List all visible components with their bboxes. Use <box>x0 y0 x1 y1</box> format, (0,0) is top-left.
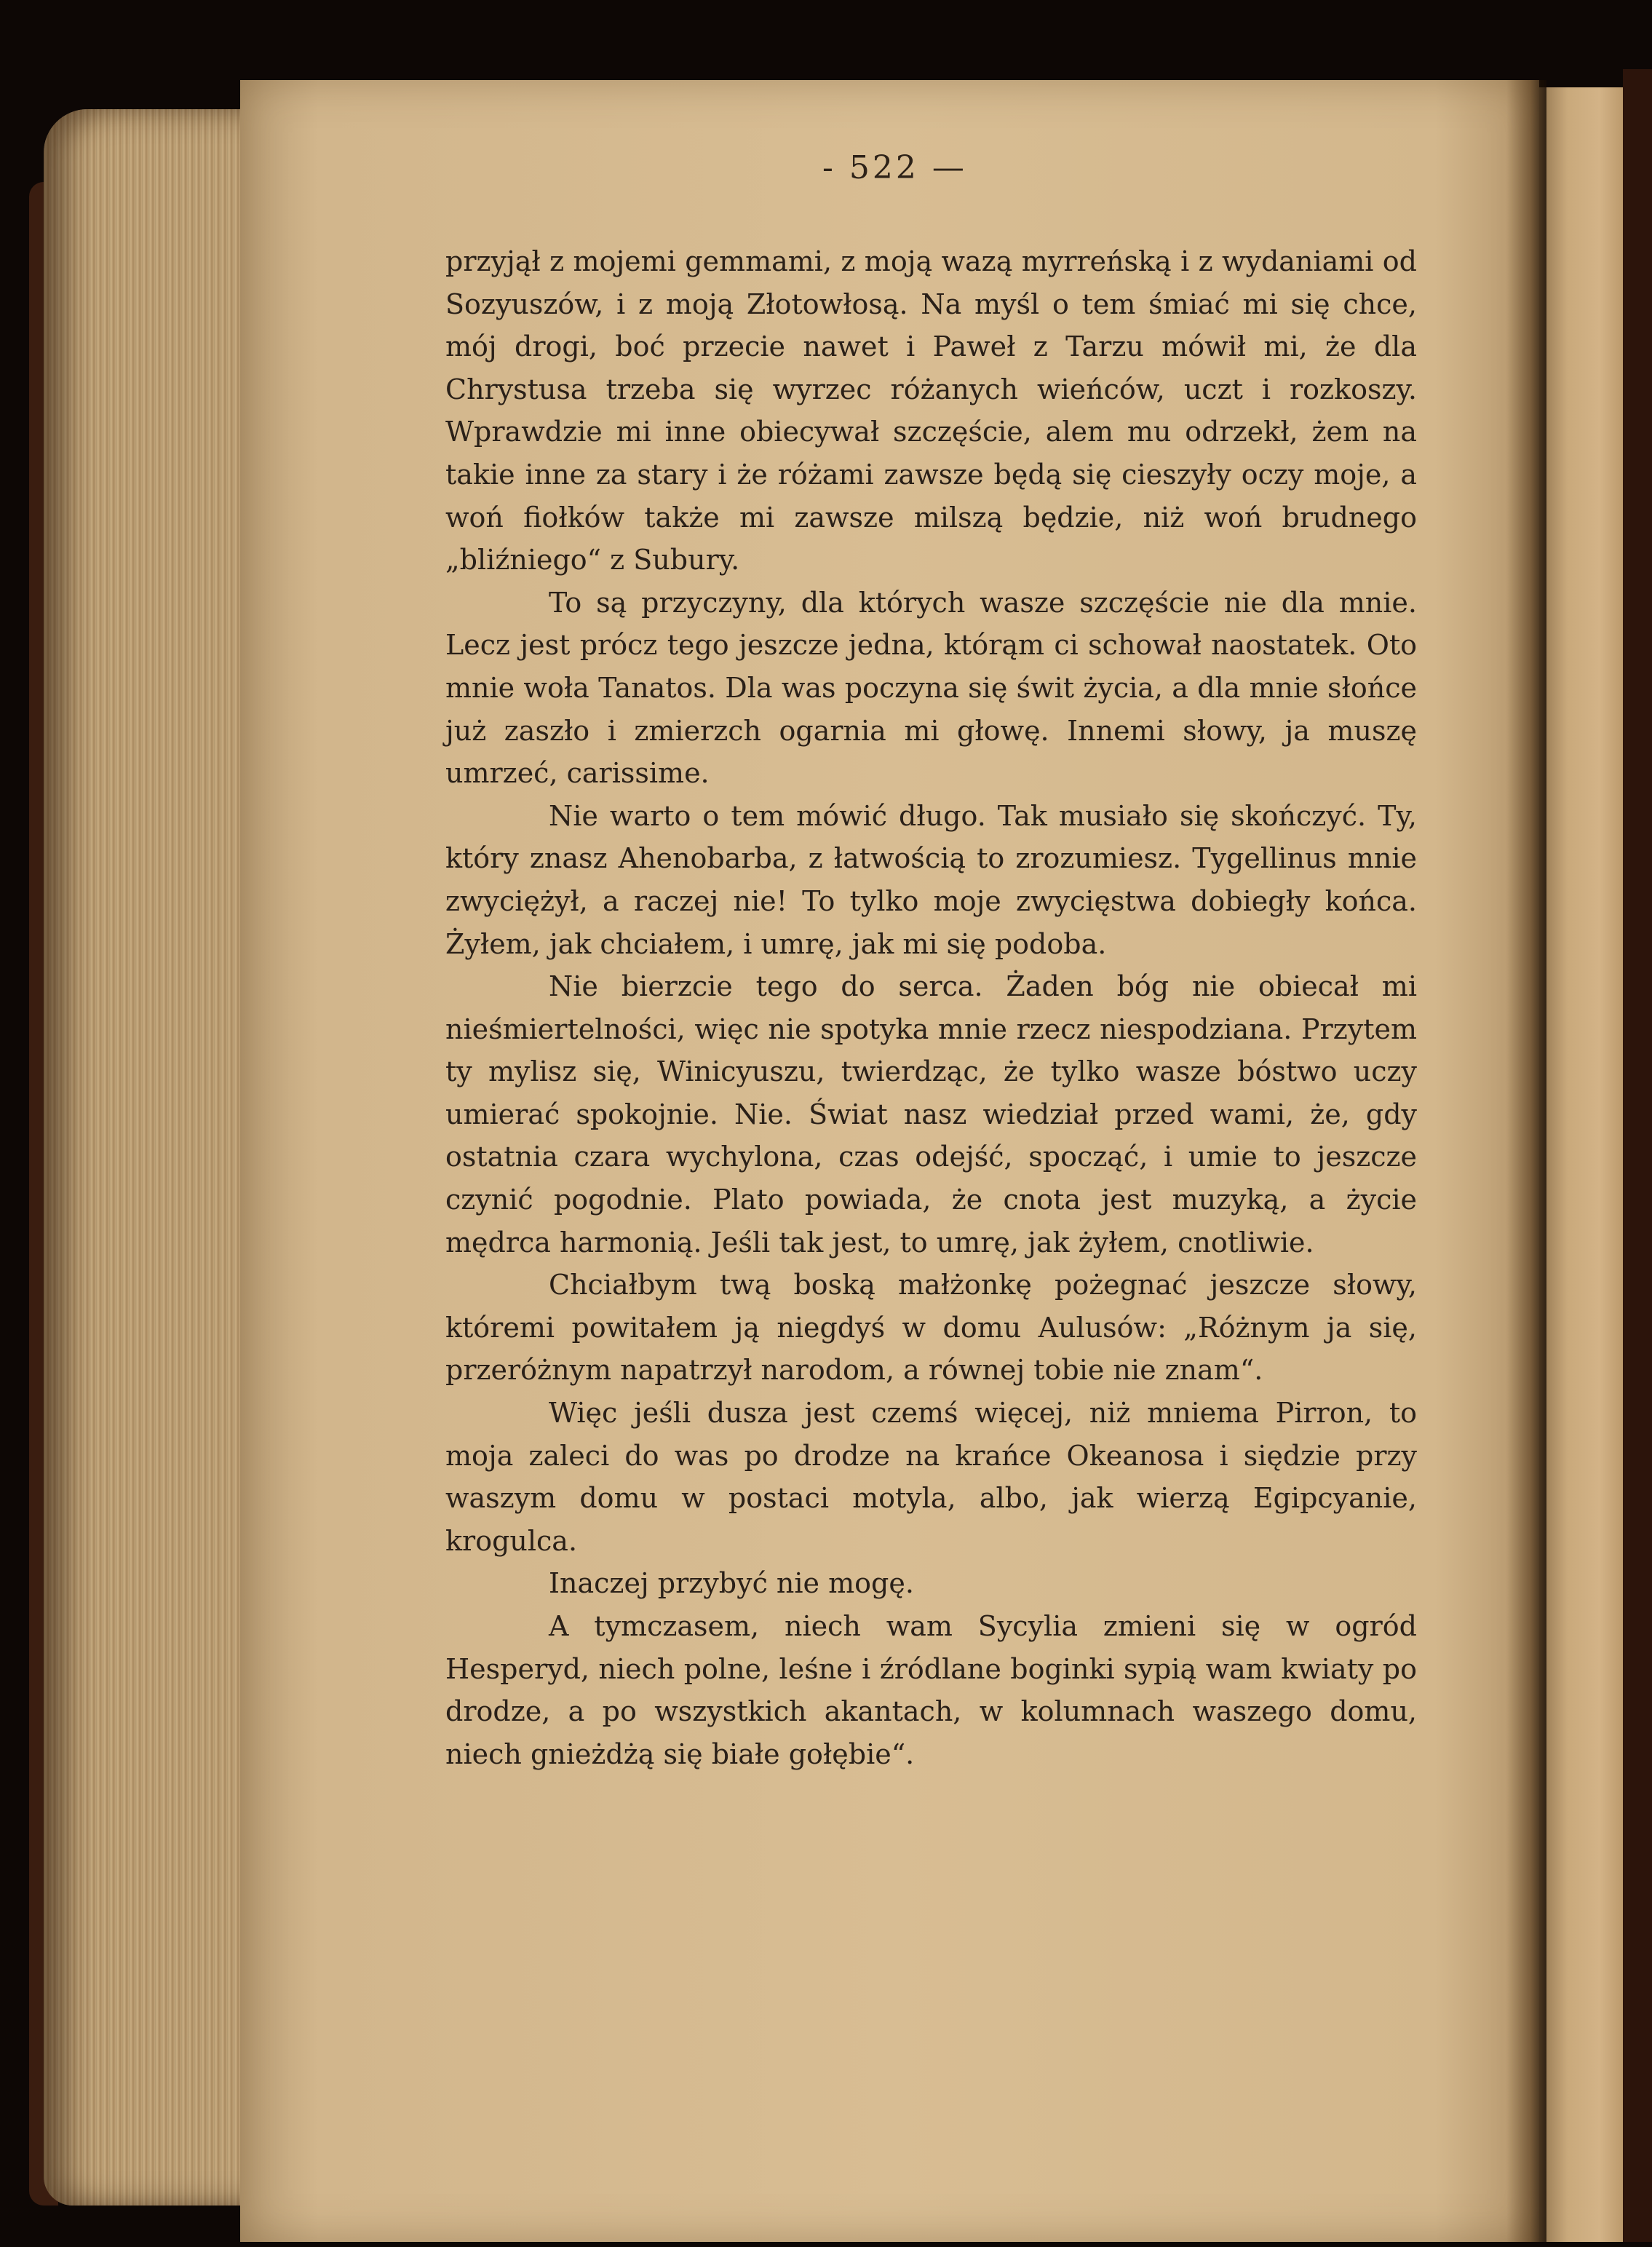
paragraph: Inaczej przybyć nie mogę. <box>549 1567 914 1600</box>
paragraph: A tymczasem, niech wam Sycylia zmieni się w ogród Hesperyd, niech polne, leśne i źródlane boginki sypią wam kwiaty po drodze, a po wszystkich akantach, w kolumnach waszego domu, niech gnieżdżą się białe gołębie“. <box>445 1610 1417 1770</box>
book-cover-right <box>1623 69 1652 2242</box>
paragraph: To są przyczyny, dla których wasze szczęście nie dla mnie. Lecz jest prócz tego jeszcze jedna, którąm ci schował naostatek. Oto mnie woła Tanatos. Dla was poczyna się świt życia, a dla mnie słońce już zaszło i zmierzch ogarnia mi głowę. Innemi słowy, ja muszę umrzeć, carissime. <box>445 586 1417 790</box>
facing-page-edge <box>1536 87 1627 2242</box>
page-edges <box>44 109 262 2206</box>
page-gutter <box>1506 80 1546 2242</box>
paragraph: Chciałbym twą boską małżonkę pożegnać jeszcze słowy, któremi powitałem ją niegdyś w domu Aulusów: „Różnym ja się, przeróżnym napatrzył narodom, a równej tobie nie znam“. <box>445 1269 1417 1387</box>
paragraph: przyjął z mojemi gemmami, z moją wazą myrreńską i z wydaniami od Sozyuszów, i z moją Złotowłosą. Na myśl o tem śmiać mi się chce, mój drogi, boć przecie nawet i Paweł z Tarzu mówił mi, że dla Chrystusa trzeba się wyrzec różanych wieńców, uczt i rozkoszy. Wprawdzie mi inne obiecywał szczęście, alem mu odrzekł, żem na takie inne za stary i że różami zawsze będą się cieszyły oczy moje, a woń fiołków także mi zawsze milszą będzie, niż woń brudnego „bliźniego“ z Subury. <box>445 245 1417 576</box>
paragraph: Nie bierzcie tego do serca. Żaden bóg nie obiecał mi nieśmiertelności, więc nie spotyka mnie rzecz niespodziana. Przytem ty mylisz się, Winicyuszu, twierdząc, że tylko wasze bóstwo uczy umierać spokojnie. Nie. Świat nasz wiedział przed wami, że, gdy ostatnia czara wychylona, czas odejść, spocząć, i umie to jeszcze czynić pogodnie. Plato powiada, że cnota jest muzyką, a życie mędrca harmonią. Jeśli tak jest, to umrę, jak żyłem, cnotliwie. <box>445 970 1417 1259</box>
paragraph: Więc jeśli dusza jest czemś więcej, niż mniema Pirron, to moja zaleci do was po drodze na krańce Okeanosa i siędzie przy waszym domu w postaci motyla, albo, jak wierzą Egipcyanie, krogulca. <box>445 1397 1417 1557</box>
body-text <box>445 240 1417 1775</box>
page-number: - 522 — <box>822 149 967 186</box>
paragraph: Nie warto o tem mówić długo. Tak musiało się skończyć. Ty, który znasz Ahenobarba, z łatwością to zrozumiesz. Tygellinus mnie zwyciężył, a raczej nie! To tylko moje zwycięstwa dobiegły końca. Żyłem, jak chciałem, i umrę, jak mi się podoba. <box>445 799 1417 960</box>
